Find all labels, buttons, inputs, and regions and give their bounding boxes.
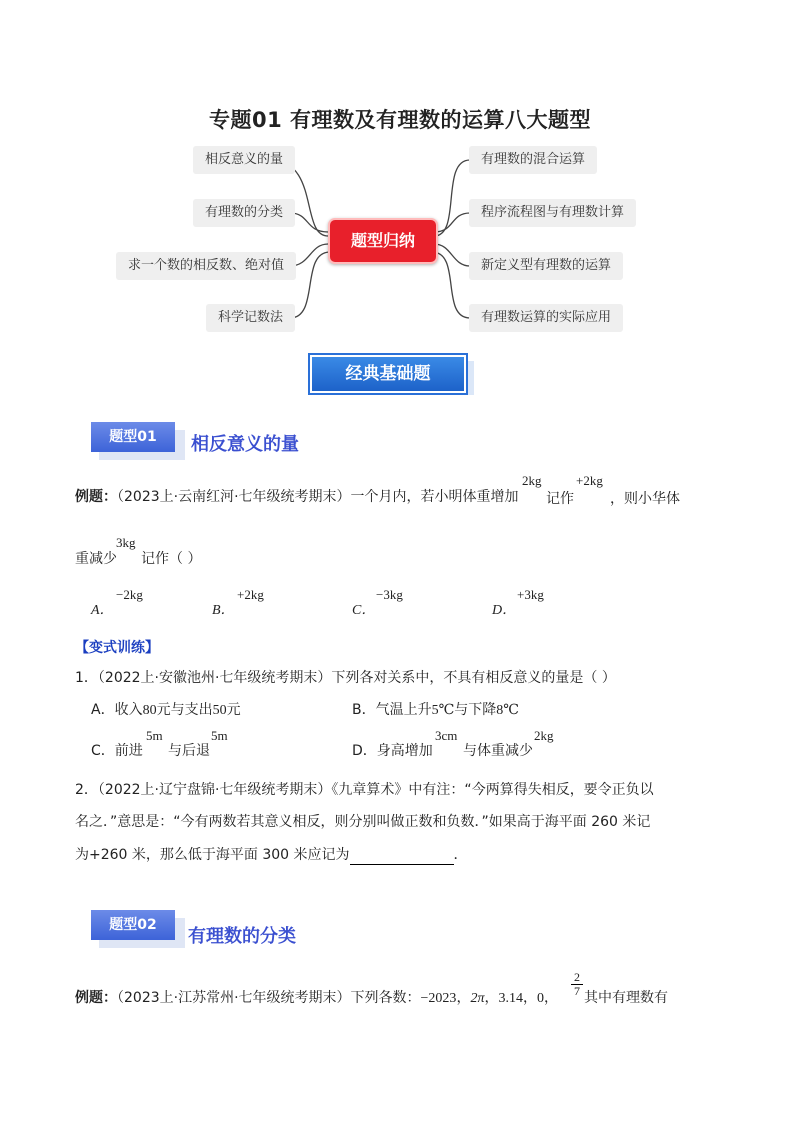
section-title-2: 有理数的分类 — [188, 926, 296, 947]
q1-a-v1: 80 — [142, 703, 157, 718]
option-c-value: −3kg — [376, 587, 403, 602]
question-type-tag-2 — [91, 910, 183, 946]
q1-d-mid: 与体重减少 — [463, 743, 533, 759]
q1-a-v2: 50 — [212, 703, 227, 718]
mindmap-node-classification: 有理数的分类 — [193, 199, 295, 227]
q2-line3-text: 为+260 米，那么低于海平面 300 米应记为 — [75, 847, 350, 863]
mindmap-node-new-definition: 新定义型有理数的运算 — [469, 252, 623, 280]
example-1-line2-a: 重减少 — [75, 551, 117, 567]
mindmap-node-scientific-notation: 科学记数法 — [206, 304, 295, 332]
q1-option-d-pre[interactable]: D．身高增加 — [352, 743, 433, 759]
example-text: （2023上·云南红河·七年级统考期末）一个月内，若小明体重增加 — [117, 489, 519, 505]
q1-option-c-pre[interactable]: C．前进 — [91, 743, 143, 759]
comma: ， — [456, 990, 471, 1006]
option-c-letter[interactable]: C． — [352, 603, 376, 618]
q1-b-v1: 5℃ — [431, 703, 455, 718]
tag-label: 题型01 — [91, 422, 175, 452]
question-type-tag-1 — [91, 422, 183, 458]
value-2kg: 2kg — [522, 473, 542, 488]
question-1-stem: 1．（2022上·安徽池州·七年级统考期末）下列各对关系中，不具有相反意义的量是（ ） — [75, 670, 616, 686]
mindmap-node-practical-application: 有理数运算的实际应用 — [469, 304, 623, 332]
mindmap-connectors — [0, 0, 800, 340]
question-2-line2: 名之．”意思是：“今有两数若其意义相反，则分别叫做正数和负数．”如果高于海平面 260 米记 — [75, 814, 651, 830]
num-neg-2023: −2023 — [420, 991, 457, 1006]
q1-b-v2: 8℃ — [496, 703, 519, 718]
mindmap-node-opposite-quantities: 相反意义的量 — [193, 146, 295, 174]
example-continuation: ，则小华体 — [610, 491, 680, 507]
q1-option-b[interactable] — [352, 700, 519, 721]
q1-d-v1: 3cm — [435, 728, 458, 743]
value-3kg: 3kg — [116, 535, 136, 550]
q2-line3-end: ． — [453, 847, 468, 863]
comma: ， — [484, 990, 499, 1006]
example-1-line1 — [75, 487, 519, 507]
fraction-2-7 — [571, 971, 583, 998]
q1-option-a[interactable] — [91, 700, 241, 721]
q1-c-v1: 5m — [146, 728, 163, 743]
num-2pi: 2π — [470, 991, 485, 1006]
answer-blank[interactable] — [350, 850, 454, 865]
q1-a-mid: 元与支出 — [156, 702, 213, 718]
fraction-numerator: 2 — [574, 970, 580, 984]
question-2-line3 — [75, 845, 468, 865]
section-title-1: 相反意义的量 — [191, 434, 299, 455]
mindmap-node-opposite-absolute: 求一个数的相反数、绝对值 — [116, 252, 296, 280]
q1-c-mid: 与后退 — [168, 743, 210, 759]
q1-c-v2: 5m — [211, 728, 228, 743]
example-label: 例题： — [75, 489, 117, 505]
example-recorded-as: 记作 — [546, 491, 574, 507]
num-314-0: 3.14，0， — [498, 991, 558, 1006]
mindmap-center: 题型归纳 — [328, 218, 438, 264]
example-2-line1 — [75, 988, 558, 1009]
value-plus-2kg: +2kg — [576, 473, 603, 488]
example-text: （2023上·江苏常州·七年级统考期末）下列各数： — [117, 990, 421, 1006]
mindmap-node-flowchart: 程序流程图与有理数计算 — [469, 199, 636, 227]
page-title: 专题01 有理数及有理数的运算八大题型 — [208, 108, 592, 132]
q1-a-post: 元 — [226, 702, 241, 718]
example-label: 例题： — [75, 990, 117, 1006]
q1-d-v2: 2kg — [534, 728, 554, 743]
option-b-value: +2kg — [237, 587, 264, 602]
q1-a-pre: A．收入 — [91, 702, 143, 718]
q1-b-mid: 与下降 — [454, 702, 497, 718]
option-a-value: −2kg — [116, 587, 143, 602]
option-a-letter[interactable]: A． — [91, 603, 114, 618]
q1-b-pre: B．气温上升 — [352, 702, 432, 718]
example-1-line2-b: 记作（ ） — [141, 551, 202, 567]
section-banner — [310, 355, 480, 397]
option-b-letter[interactable]: B． — [212, 603, 235, 618]
tag-label: 题型02 — [91, 910, 175, 940]
banner-label: 经典基础题 — [310, 355, 466, 393]
example-2-tail: 其中有理数有 — [584, 990, 668, 1006]
practice-label: 【变式训练】 — [75, 640, 159, 656]
question-2-line1: 2．（2022上·辽宁盘锦·七年级统考期末）《九章算术》中有注：“今两算得失相反，要令正负以 — [75, 782, 654, 798]
option-d-letter[interactable]: D． — [492, 603, 517, 618]
fraction-denominator: 7 — [571, 984, 583, 998]
mindmap-node-mixed-operations: 有理数的混合运算 — [469, 146, 597, 174]
option-d-value: +3kg — [517, 587, 544, 602]
